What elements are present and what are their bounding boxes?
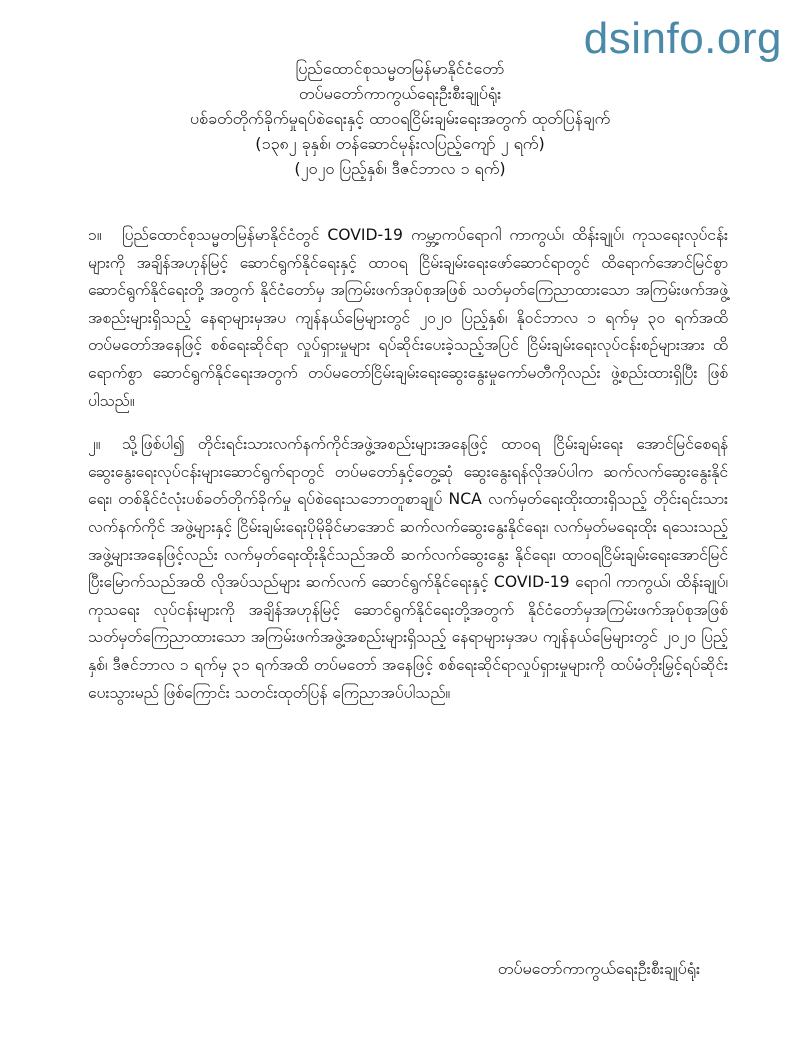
paragraph-text: ပြည်ထောင်စုသမ္မတမြန်မာနိုင်ငံတွင် COVID-19 ကမ္ဘာ့ကပ်ရောဂါ ကာကွယ်၊ ထိန်းချုပ်၊ ကုသရေးလုပ်ငန်းများကို အချိန်အဟုန်မြင့် ဆောင်ရွက်နိုင်ရေးနှင့် ထာဝရ ငြိမ်းချမ်းရေးဖော်ဆောင်ရာတွင် ထိရောက်အောင်မြင်စွာ ဆောင်ရွက်နိုင်ရေးတို့ အတွက် နိုင်ငံတော်မှ အကြမ်းဖက်အုပ်စုအဖြစ် သတ်မှတ်ကြေညာထားသော အကြမ်းဖက်အဖွဲ့အစည်းများရှိသည့် နေရာများမှအပ ကျန်နယ်မြေများတွင် ၂၀၂၀ ပြည့်နှစ်၊ နိုဝင်ဘာလ ၁ ရက်မှ ၃၀ ရက်အထိ တပ်မတော်အနေဖြင့် စစ်ရေးဆိုင်ရာ လှုပ်ရှားမှုများ ရပ်ဆိုင်းပေးခဲ့သည့်အပြင် ငြိမ်းချမ်းရေးလုပ်ငန်းစဉ်များအား ထိရောက်စွာ ဆောင်ရွက်နိုင်ရေးအတွက် တပ်မတော်ငြိမ်းချမ်းရေးဆွေးနွေးမှုကော်မတီကိုလည်း ဖွဲ့စည်းထားရှိပြီး ဖြစ်ပါသည်။	[88, 226, 728, 410]
document-header	[60, 56, 740, 181]
watermark-text: dsinfo.org	[583, 14, 782, 63]
header-office: တပ်မတော်ကာကွယ်ရေးဦးစီးချုပ်ရုံး	[298, 84, 502, 103]
paragraph-1	[88, 222, 728, 415]
paragraph-2	[88, 431, 728, 707]
signature-block: တပ်မတော်ကာကွယ်ရေးဦးစီးချုပ်ရုံး	[497, 959, 700, 978]
header-subject: ပစ်ခတ်တိုက်ခိုက်မှုရပ်စဲရေးနှင့် ထာဝရငြိမ်းချမ်းရေးအတွက် ထုတ်ပြန်ချက်	[189, 109, 611, 128]
header-gregorian-date: (၂၀၂၀ ပြည့်နှစ်၊ ဒီဇင်ဘာလ ၁ ရက်)	[294, 159, 506, 178]
paragraph-text: သို့ဖြစ်ပါ၍ တိုင်းရင်းသားလက်နက်ကိုင်အဖွဲ့အစည်းများအနေဖြင့် ထာဝရ ငြိမ်းချမ်းရေး အောင်မြင်စေရန် ဆွေးနွေးရေးလုပ်ငန်းများဆောင်ရွက်ရာတွင် တပ်မတော်နှင့်တွေ့ဆုံ ဆွေးနွေးရန်လိုအပ်ပါက ဆက်လက်ဆွေးနွေးနိုင်ရေး၊ တစ်နိုင်ငံလုံးပစ်ခတ်တိုက်ခိုက်မှု ရပ်စဲရေးသဘောတူစာချုပ် NCA လက်မှတ်ရေးထိုးထားရှိသည့် တိုင်းရင်းသားလက်နက်ကိုင် အဖွဲ့များနှင့် ငြိမ်းချမ်းရေးပိုမိုခိုင်မာအောင် ဆက်လက်ဆွေးနွေးနိုင်ရေး၊ လက်မှတ်မရေးထိုး ရသေးသည့် အဖွဲ့များအနေဖြင့်လည်း လက်မှတ်ရေးထိုးနိုင်သည်အထိ ဆက်လက်ဆွေးနွေး နိုင်ရေး၊ ထာဝရငြိမ်းချမ်းရေးအောင်မြင်ပြီးမြောက်သည်အထိ လိုအပ်သည်များ ဆက်လက် ဆောင်ရွက်နိုင်ရေးနှင့် COVID-19 ရောဂါ ကာကွယ်၊ ထိန်းချုပ်၊ ကုသရေး လုပ်ငန်းများကို အချိန်အဟုန်မြင့် ဆောင်ရွက်နိုင်ရေးတို့အတွက် နိုင်ငံတော်မှအကြမ်းဖက်အုပ်စုအဖြစ် သတ်မှတ်ကြေညာထားသော အကြမ်းဖက်အဖွဲ့အစည်းများရှိသည့် နေရာများမှအပ ကျန်နယ်မြေများတွင် ၂၀၂၀ ပြည့်နှစ်၊ ဒီဇင်ဘာလ ၁ ရက်မှ ၃၁ ရက်အထိ တပ်မတော် အနေဖြင့် စစ်ရေးဆိုင်ရာလှုပ်ရှားမှုများကို ထပ်မံတိုးမြှင့်ရပ်ဆိုင်းပေးသွားမည် ဖြစ်ကြောင်း သတင်းထုတ်ပြန် ကြေညာအပ်ပါသည်။	[88, 435, 728, 702]
header-country: ပြည်ထောင်စုသမ္မတမြန်မာနိုင်ငံတော်	[295, 59, 505, 78]
paragraph-number: ၂။	[88, 435, 101, 454]
document-body	[88, 222, 728, 723]
paragraph-number: ၁။	[88, 226, 102, 244]
header-burmese-date: (၁၃၈၂ ခုနှစ်၊ တန်ဆောင်မုန်းလပြည့်ကျော် ၂ ရက်)	[255, 134, 545, 153]
